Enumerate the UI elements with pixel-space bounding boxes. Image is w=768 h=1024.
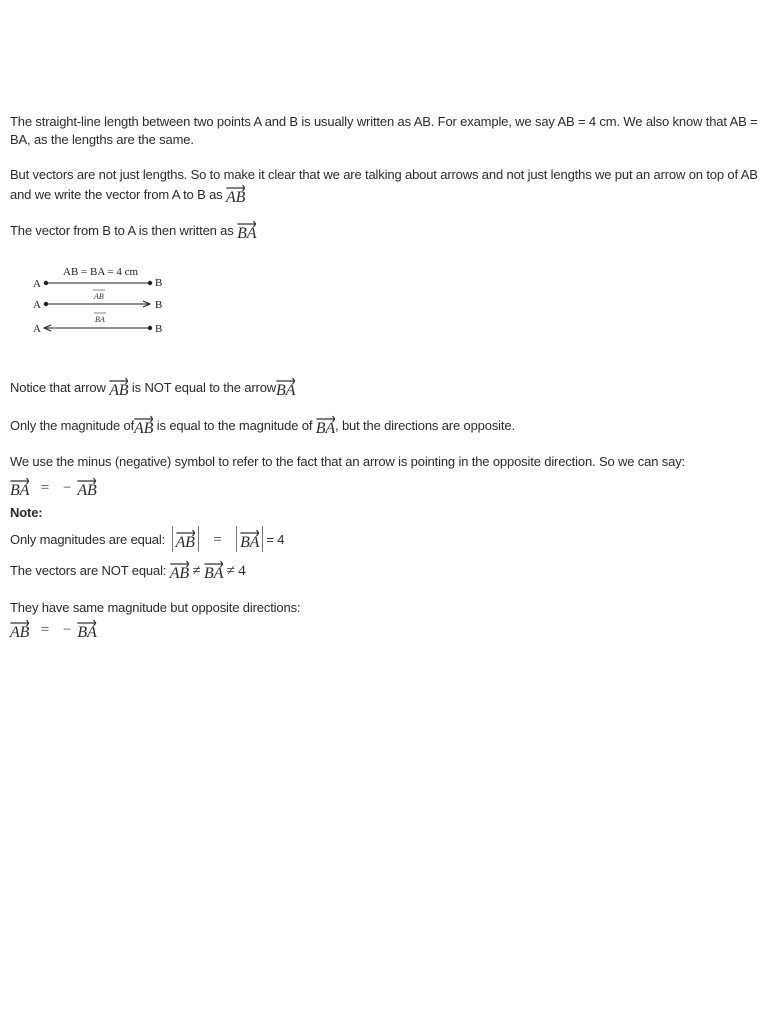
vector-ba: BA <box>240 529 259 550</box>
paragraph-text: The vector from B to A is then written as <box>10 223 234 238</box>
paragraph-vectors-not-lengths <box>10 166 762 205</box>
vector-ba: BA <box>276 377 295 398</box>
paragraph-text: Only magnitudes are equal: <box>10 532 166 547</box>
paragraph-text: But vectors are not just lengths. So to make it clear that we are talking about arrows and not just lengths we put an arrow on top of AB and we write the vector from A to B as <box>10 167 758 202</box>
equals-sign: = <box>40 480 50 496</box>
not-equal-sign: ≠ <box>192 563 201 579</box>
paragraph-text: , but the directions are opposite. <box>335 418 515 433</box>
vector-ba: BA <box>316 415 335 436</box>
abs-bar <box>172 526 173 552</box>
vector-ab: AB <box>10 619 29 640</box>
document <box>10 113 762 640</box>
paragraph-magnitude <box>10 415 762 436</box>
paragraph-vector-ba <box>10 220 762 241</box>
row3-right-label: B <box>155 323 163 335</box>
row2-left-label: A <box>33 299 41 311</box>
paragraph-same-magnitude: They have same magnitude but opposite directions: <box>10 600 301 615</box>
row1-point-b <box>148 281 152 285</box>
vector-ba: BA <box>77 619 96 640</box>
row3-point-b <box>148 326 152 330</box>
row3-vector-label: BA <box>95 315 105 324</box>
vector-ba: BA <box>10 477 29 498</box>
paragraph-text: The vectors are NOT equal: <box>10 563 167 578</box>
paragraph-text: is NOT equal to the arrow <box>131 380 277 395</box>
abs-bar <box>236 526 237 552</box>
vector-ab: AB <box>170 560 189 581</box>
diagram-svg <box>30 261 230 347</box>
abs-bar <box>198 526 199 552</box>
paragraph-text: is equal to the magnitude of <box>156 418 313 433</box>
magnitudes-equal <box>10 526 762 552</box>
vector-ba: BA <box>204 560 223 581</box>
note-label: Note: <box>10 505 43 520</box>
row2-right-label: B <box>155 299 163 311</box>
minus-sign: − <box>63 622 72 638</box>
vector-ab: AB <box>77 477 96 498</box>
paragraph-text: Notice that arrow <box>10 380 106 395</box>
vector-ba: BA <box>237 220 256 241</box>
vector-ab: AB <box>176 529 195 550</box>
row3-left-label: A <box>33 323 41 335</box>
paragraph-minus-symbol: We use the minus (negative) symbol to refer to the fact that an arrow is pointing in the opposite direction. So we can say: <box>10 454 686 469</box>
not-equal-sign: ≠ <box>226 563 235 579</box>
magnitude-value: = 4 <box>266 532 285 547</box>
vector-ab: AB <box>134 415 153 436</box>
vector-ab: AB <box>109 377 128 398</box>
row1-right-label: B <box>155 277 163 289</box>
equation-ba-minus-ab <box>10 477 762 498</box>
equals-sign: = <box>40 622 50 638</box>
equation-ab-minus-ba <box>10 619 762 640</box>
minus-sign: − <box>63 480 72 496</box>
paragraph-text: Only the magnitude of <box>10 418 135 433</box>
row1-left-label: A <box>33 278 41 290</box>
number-four: 4 <box>238 563 246 579</box>
paragraph-not-equal <box>10 377 762 398</box>
row2-vector-label: AB <box>94 292 104 301</box>
equals-sign: = <box>213 532 222 548</box>
paragraph-ab-length: The straight-line length between two points A and B is usually written as AB. For example, we say AB = 4 cm. We also know that AB = BA, as the lengths are the same. <box>10 114 758 147</box>
vector-diagram <box>10 261 762 347</box>
abs-bar <box>262 526 263 552</box>
vector-ab: AB <box>226 184 245 205</box>
diagram-title: AB = BA = 4 cm <box>63 266 139 278</box>
vectors-not-equal <box>10 560 762 581</box>
